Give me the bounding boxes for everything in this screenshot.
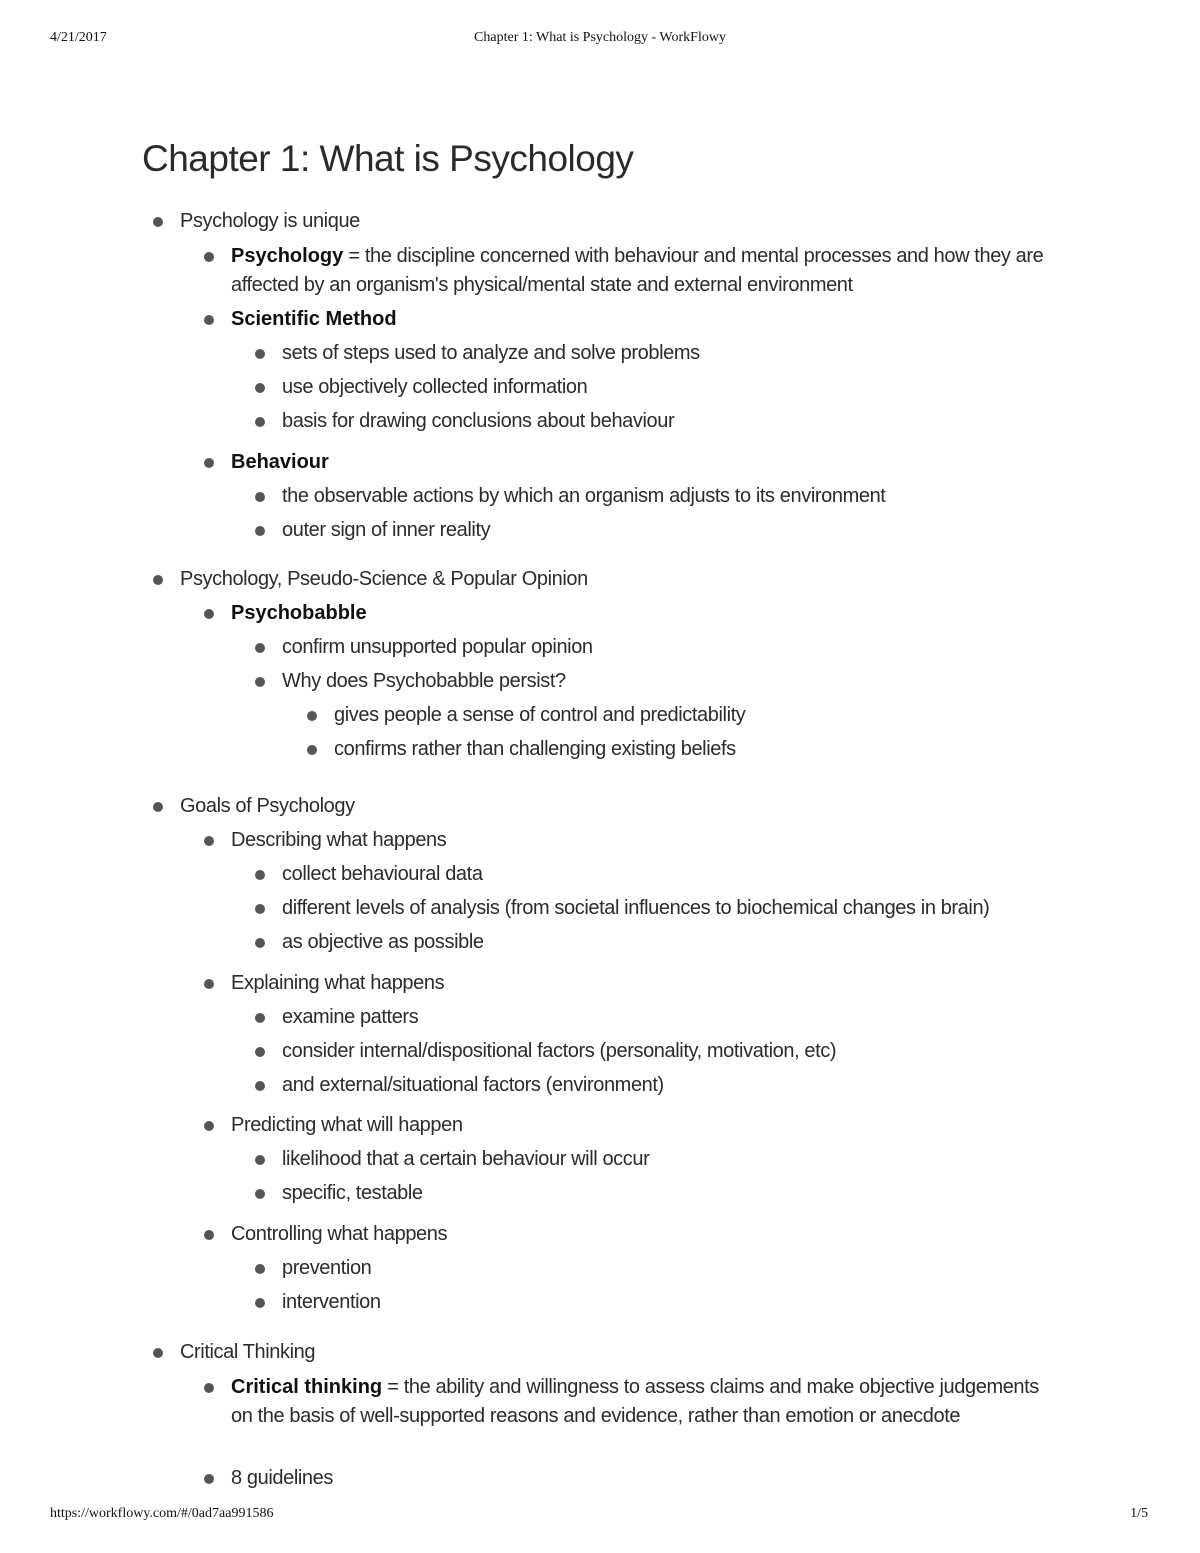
outline-item[interactable]: Scientific Method xyxy=(231,305,397,334)
outline-item[interactable]: Psychobabble xyxy=(231,599,367,628)
bullet-icon[interactable] xyxy=(255,1081,265,1091)
outline-item[interactable]: Explaining what happens xyxy=(231,969,444,998)
outline-item[interactable]: prevention xyxy=(282,1254,371,1283)
outline-item[interactable]: specific, testable xyxy=(282,1179,423,1208)
outline-item[interactable]: Predicting what will happen xyxy=(231,1111,463,1140)
term-definition: = the ability and willingness to assess claims and make objective judgements on the basis of well-supported reasons and evidence, rather than emotion or anecdote xyxy=(231,1376,1039,1427)
outline-item[interactable] xyxy=(231,242,1061,300)
print-footer-url: https://workflowy.com/#/0ad7aa991586 xyxy=(50,1506,274,1521)
bullet-icon[interactable] xyxy=(255,1155,265,1165)
print-header-date: 4/21/2017 xyxy=(50,30,107,45)
outline-item[interactable]: Why does Psychobabble persist? xyxy=(282,667,566,696)
outline-item[interactable]: collect behavioural data xyxy=(282,860,483,889)
outline-item[interactable]: Psychology, Pseudo-Science & Popular Opinion xyxy=(180,565,588,594)
outline-item[interactable]: Critical Thinking xyxy=(180,1338,315,1367)
bullet-icon[interactable] xyxy=(255,526,265,536)
page-title: Chapter 1: What is Psychology xyxy=(142,138,634,179)
print-footer-page-number: 1/5 xyxy=(1130,1506,1148,1521)
bullet-icon[interactable] xyxy=(204,315,214,325)
outline-item[interactable]: 8 guidelines xyxy=(231,1464,333,1493)
bullet-icon[interactable] xyxy=(255,349,265,359)
outline-item[interactable]: gives people a sense of control and predictability xyxy=(334,701,745,730)
bullet-icon[interactable] xyxy=(255,1047,265,1057)
outline-item[interactable]: basis for drawing conclusions about behaviour xyxy=(282,407,674,436)
outline-item[interactable]: the observable actions by which an organism adjusts to its environment xyxy=(282,482,885,511)
bullet-icon[interactable] xyxy=(204,458,214,468)
outline-item[interactable]: different levels of analysis (from societal influences to biochemical changes in brain) xyxy=(282,894,989,923)
outline-item[interactable]: outer sign of inner reality xyxy=(282,516,490,545)
bullet-icon[interactable] xyxy=(255,677,265,687)
bullet-icon[interactable] xyxy=(204,1230,214,1240)
outline-item[interactable]: intervention xyxy=(282,1288,381,1317)
bullet-icon[interactable] xyxy=(255,1189,265,1199)
outline-item[interactable]: sets of steps used to analyze and solve problems xyxy=(282,339,700,368)
bullet-icon[interactable] xyxy=(153,217,163,227)
outline-item[interactable]: confirm unsupported popular opinion xyxy=(282,633,593,662)
bullet-icon[interactable] xyxy=(255,1298,265,1308)
term-definition: = the discipline concerned with behaviour and mental processes and how they are affected by an organism's physical/mental state and external environment xyxy=(231,245,1044,296)
bullet-icon[interactable] xyxy=(204,1121,214,1131)
bullet-icon[interactable] xyxy=(307,745,317,755)
outline-item[interactable]: Describing what happens xyxy=(231,826,446,855)
outline-item[interactable]: use objectively collected information xyxy=(282,373,587,402)
print-header-title: Chapter 1: What is Psychology - WorkFlowy xyxy=(474,30,726,45)
bullet-icon[interactable] xyxy=(204,836,214,846)
outline-item[interactable]: consider internal/dispositional factors (personality, motivation, etc) xyxy=(282,1037,836,1066)
bullet-icon[interactable] xyxy=(153,575,163,585)
outline-item[interactable]: Goals of Psychology xyxy=(180,792,355,821)
outline-item[interactable]: Behaviour xyxy=(231,448,329,477)
bullet-icon[interactable] xyxy=(255,1264,265,1274)
bullet-icon[interactable] xyxy=(255,904,265,914)
bullet-icon[interactable] xyxy=(307,711,317,721)
outline-item[interactable]: and external/situational factors (environment) xyxy=(282,1071,664,1100)
outline-item[interactable] xyxy=(231,1373,1061,1431)
bullet-icon[interactable] xyxy=(255,1013,265,1023)
bullet-icon[interactable] xyxy=(255,643,265,653)
bullet-icon[interactable] xyxy=(204,252,214,262)
bullet-icon[interactable] xyxy=(255,383,265,393)
bullet-icon[interactable] xyxy=(255,417,265,427)
bullet-icon[interactable] xyxy=(204,1474,214,1484)
term-label: Psychology xyxy=(231,245,344,267)
outline-item[interactable]: confirms rather than challenging existing beliefs xyxy=(334,735,736,764)
bullet-icon[interactable] xyxy=(153,802,163,812)
bullet-icon[interactable] xyxy=(255,938,265,948)
bullet-icon[interactable] xyxy=(204,609,214,619)
outline-item[interactable]: as objective as possible xyxy=(282,928,484,957)
outline-item[interactable]: likelihood that a certain behaviour will occur xyxy=(282,1145,649,1174)
term-label: Critical thinking xyxy=(231,1376,383,1398)
bullet-icon[interactable] xyxy=(153,1348,163,1358)
bullet-icon[interactable] xyxy=(204,1383,214,1393)
bullet-icon[interactable] xyxy=(255,492,265,502)
outline-item[interactable]: Psychology is unique xyxy=(180,207,360,236)
bullet-icon[interactable] xyxy=(255,870,265,880)
outline-item[interactable]: Controlling what happens xyxy=(231,1220,447,1249)
outline-item[interactable]: examine patters xyxy=(282,1003,418,1032)
bullet-icon[interactable] xyxy=(204,979,214,989)
